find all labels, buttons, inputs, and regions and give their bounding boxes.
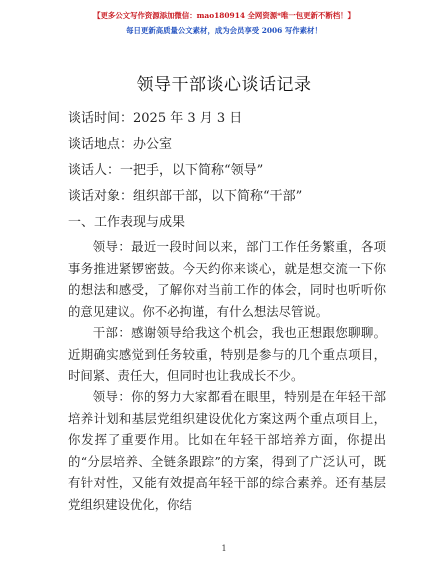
- paragraph-cadre-1: 干部：感谢领导给我这个机会，我也正想跟您聊聊。近期确实感觉到任务较重，特别是参与的几个重点项目，时间紧、责任大，但同时也让我成长不少。: [68, 325, 386, 383]
- meta-location: 谈话地点：办公室: [68, 137, 173, 152]
- paragraph-leader-2: 领导：你的努力大家都看在眼里，特别是在年轻干部培养计划和基层党组织建设优化方案这两个重点项目上，你发挥了重要作用。比如在年轻干部培养方面，你提出的“分层培养、全链条跟踪”的方案，得到了广泛认可，既有针对性，又能有效提高年轻干部的综合素养。还有基层党组织建设优化，你结: [68, 389, 386, 512]
- paragraph-leader-1: 领导：最近一段时间以来，部门工作任务繁重，各项事务推进紧锣密鼓。今天约你来谈心，就是想交流一下你的想法和感受，了解你对当前工作的体会，同时也听听你的意见建议。你不必拘谨，有什么想法尽管说。: [68, 239, 386, 319]
- meta-interviewer: 谈话人：一把手，以下简称“领导”: [68, 163, 264, 178]
- meta-interviewee: 谈话对象：组织部干部，以下简称“干部”: [68, 189, 303, 204]
- section-heading: 一、工作表现与成果: [68, 215, 186, 230]
- promo-banner-line-2: 每日更新高质量公文素材，成为会员享受 2006 写作素材！: [126, 26, 322, 35]
- page-number: 1: [221, 544, 227, 553]
- meta-time: 谈话时间：2025 年 3 月 3 日: [68, 111, 243, 126]
- document-title: 领导干部谈心谈话记录: [136, 75, 312, 95]
- promo-banner-line-1: 【更多公文写作资源添加微信：mao180914 全网资源*唯一包更新不断档！】: [93, 11, 355, 20]
